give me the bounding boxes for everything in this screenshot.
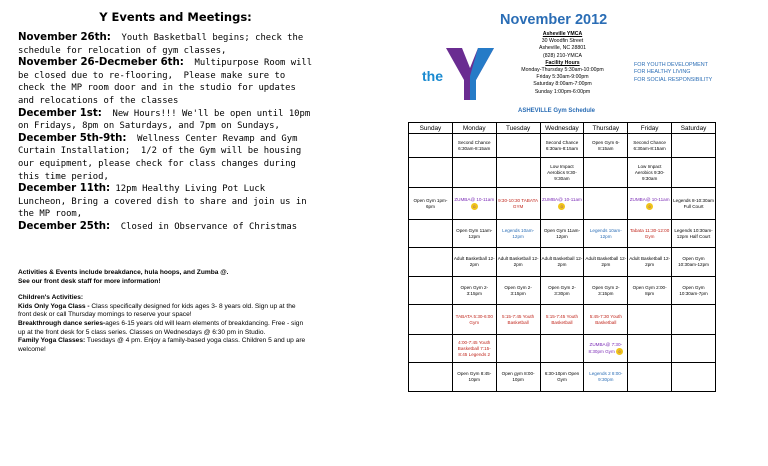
city: Asheville, NC 28801 [538, 45, 586, 52]
mission-line: FOR HEALTHY LIVING [634, 69, 691, 76]
cell: Open Gym 2-3:15pm [496, 277, 540, 305]
event-text: Multipurpose Room will be closed due to re-flooring, Please make sure to check the MP room door and in the studio for updates and relocations of the classes [18, 58, 318, 106]
cell: Adult Basketball 12-2pm [584, 248, 628, 277]
day-header: Sunday [409, 123, 453, 134]
event-date: December 5th-9th: [18, 132, 127, 144]
family-yoga-title: Family Yoga Classes: [18, 337, 86, 345]
hours-line: Saturday 8:00am-7:00pm [533, 81, 592, 88]
cell [540, 335, 584, 363]
breakthrough-text: ages 6-15 years old will learn elements of breakdancing. Free - sign up at the front desk for 5 class series. Classes on Wednesdays @ 6:30 pm in Studio. [18, 319, 304, 336]
gym-schedule-table [408, 122, 716, 392]
cell: Open Gym 10:30am-7pm [672, 277, 716, 305]
day-header: Monday [452, 123, 496, 134]
cell: Open Gym 2-3:30pm [540, 277, 584, 305]
breakthrough-title: Breakthrough dance series- [18, 319, 106, 327]
hours-line: Monday-Thursday 5:30am-10:00pm [521, 67, 604, 74]
event-item [18, 133, 313, 183]
table-row [409, 134, 716, 158]
table-row [409, 305, 716, 335]
cell: Open gym 8:00-10pm [496, 363, 540, 392]
smiley-icon: ☺ [617, 349, 622, 354]
cell [409, 220, 453, 248]
day-header: Wednesday [540, 123, 584, 134]
day-header: Friday [628, 123, 672, 134]
cell: Tabata 11:30-12:00 Gym [628, 220, 672, 248]
cell: 5:15-7:45 Youth Basketball [540, 305, 584, 335]
street: 30 Woodfin Street [541, 38, 584, 45]
breakthrough [18, 320, 308, 337]
event-date: November 26-Decmeber 6th: [18, 57, 184, 69]
mission-line: FOR YOUTH DEVELOPMENT [634, 62, 708, 68]
cell [452, 158, 496, 188]
activities-section [18, 269, 308, 354]
cell: Second Chance 6:30am-8:15am [628, 134, 672, 158]
smiley-icon: ☺ [559, 204, 564, 209]
cell [584, 188, 628, 220]
cell: Open Gym 10:30am-12pm [672, 248, 716, 277]
cell: 6:30-10pm Open Gym [540, 363, 584, 392]
family-yoga-text: Tuesdays @ 4 pm. Enjoy a family-based yoga class. Children 5 and up are welcome! [18, 337, 306, 353]
event-text: New Hours!!! We'll be open until 10pm on Fridays, 8pm on Saturdays, and 7pm on Sundays, [18, 108, 316, 132]
cell [672, 305, 716, 335]
cell [409, 277, 453, 305]
event-item [18, 107, 316, 133]
cell: 5:15-7:45 Youth Basketball [496, 305, 540, 335]
event-item [18, 57, 318, 107]
cell: Second Chance 6:30am-8:15am [540, 134, 584, 158]
cell [628, 335, 672, 363]
kids-yoga-text: Class specifically designed for kids ages 3- 8 years old. Sign up at the front desk or call Thursday mornings to reserve your space! [18, 302, 296, 319]
cell: Legends 2 8:00-9:30pm [584, 363, 628, 392]
smiley-icon: ☺ [472, 204, 477, 209]
facility-address [505, 31, 620, 96]
event-item [18, 221, 313, 234]
table-row [409, 363, 716, 392]
cell [628, 363, 672, 392]
cell: TABATA 5:30-6:00 Gym [452, 305, 496, 335]
cell: Open Gym 11am-12pm [452, 220, 496, 248]
event-text: 12pm Healthy Living Pot Luck Luncheon, Bring a covered dish to share and join us in the MP room, [18, 184, 312, 220]
activities-info: See our front desk staff for more information! [18, 277, 161, 285]
cell-text: ZUMBA@ 10-11am [542, 197, 582, 202]
table-row [409, 158, 716, 188]
logo-text: the [422, 68, 443, 84]
cell [496, 134, 540, 158]
day-header: Thursday [584, 123, 628, 134]
cell [409, 248, 453, 277]
event-date: November 26th: [18, 32, 111, 43]
cell [628, 305, 672, 335]
zumba-cell [540, 188, 584, 220]
event-date: December 11th: [18, 183, 111, 195]
smiley-icon: ☺ [647, 204, 652, 209]
mission-statement [634, 62, 712, 84]
table-row [409, 335, 716, 363]
event-item [18, 183, 313, 221]
cell: Open Gym 2-3:15pm [452, 277, 496, 305]
event-text: Youth Basketball begins; check the schedule for relocation of gym classes, [18, 33, 309, 56]
cell [409, 134, 453, 158]
cell [496, 158, 540, 188]
event-text: Closed in Observance of Christmas [110, 221, 298, 232]
event-date: December 1st: [18, 107, 102, 119]
cell: Legends 8-10:30am Full Court [672, 188, 716, 220]
zumba-cell [584, 335, 628, 363]
cell: Low Impact Aerobics 9:30-9:30am [628, 158, 672, 188]
events-title: Y Events and Meetings: [99, 10, 252, 24]
activities-intro: Activities & Events include breakdance, hula hoops, and Zumba @. [18, 269, 229, 276]
day-header: Tuesday [496, 123, 540, 134]
cell [409, 158, 453, 188]
event-date: December 25th: [18, 220, 111, 232]
phone: (828) 210-YMCA [543, 52, 582, 59]
kids-yoga [18, 303, 308, 320]
cell [584, 158, 628, 188]
children-header: Children's Activities: [18, 294, 84, 302]
event-item [18, 32, 313, 57]
cell [672, 134, 716, 158]
events-section [18, 10, 318, 234]
hours-line: Friday 5:30am-9:00pm [536, 74, 589, 81]
table-row [409, 277, 716, 305]
cell: Open Gym 6-8:15am [584, 134, 628, 158]
table-row [409, 188, 716, 220]
cell [409, 363, 453, 392]
cell-text: ZUMBA@ 10-11am [629, 197, 670, 202]
cell [409, 335, 453, 363]
table-row [409, 248, 716, 277]
cell: Legends 10am-12pm [496, 220, 540, 248]
cell: Open Gym 2-3:15pm [584, 277, 628, 305]
kids-yoga-title: Kids Only Yoga Class - [18, 302, 90, 310]
cell: Legends 10am-12pm [584, 220, 628, 248]
table-row [409, 220, 716, 248]
cell: Adult Basketball 12-2pm [628, 248, 672, 277]
zumba-cell [452, 188, 496, 220]
cell: Open Gym 11am-12pm [540, 220, 584, 248]
cell: Open Gym 8:45-10pm [452, 363, 496, 392]
cell: Adult Basketball 12-2pm [540, 248, 584, 277]
schedule-title: ASHEVILLE Gym Schedule [518, 108, 596, 114]
mission-line: FOR SOCIAL RESPONSIBILITY [634, 76, 713, 83]
cell: 9:30-10:30 TABATA GYM [496, 188, 540, 220]
cell [409, 305, 453, 335]
cell: Legends 10:30am-12pm Half Court [672, 220, 716, 248]
cell: Open Gym 2:00-8pm [628, 277, 672, 305]
day-header: Saturday [672, 123, 716, 134]
branch-name: Asheville YMCA [542, 31, 583, 37]
cell: Adult Basketball 12-2pm [496, 248, 540, 277]
hours-title: Facility Hours [545, 59, 580, 66]
cell [672, 363, 716, 392]
cell: Low Impact Aerobics 9:30-9:30am [540, 158, 584, 188]
cell: Second Chance 6:30am-8:15am [452, 134, 496, 158]
family-yoga [18, 337, 308, 354]
cell: Adult Basketball 12-2pm [452, 248, 496, 277]
cell: 4:00-7:45 Youth Basketball 7:15-8:45 Legends 2 [452, 335, 496, 363]
zumba-cell [628, 188, 672, 220]
hours-line: Sunday 1:00pm-6:00pm [534, 88, 591, 95]
cell [672, 158, 716, 188]
month-title: November 2012 [500, 12, 608, 28]
cell [672, 335, 716, 363]
cell-text: ZUMBA@ 7:30-8:30pm Gym [588, 342, 623, 354]
cell-text: ZUMBA@ 10-11am [454, 197, 495, 202]
cell: 5:45-7:30 Youth Basketball [584, 305, 628, 335]
ymca-logo-icon [440, 46, 500, 102]
cell [496, 335, 540, 363]
event-text: Wellness Center Revamp and Gym Curtain Installation; 1/2 of the Gym will be housing our equipment, please check for class changes during this time period, [18, 133, 307, 182]
cell: Open Gym 1pm-6pm [409, 188, 453, 220]
